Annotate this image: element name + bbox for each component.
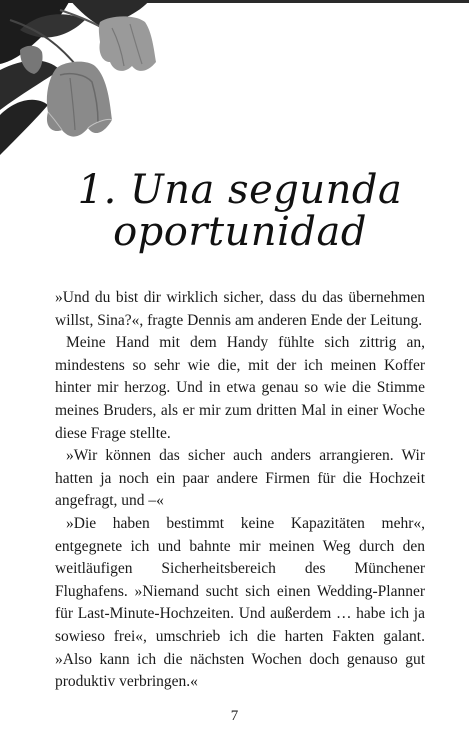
bellflower-illustration: [0, 0, 170, 160]
paragraph: »Und du bist dir wirklich sicher, dass du das übernehmen willst, Sina?«, fragte Dennis am anderen Ende der Leitung.: [55, 289, 425, 329]
page-number: 7: [230, 708, 239, 724]
paragraph: Meine Hand mit dem Handy fühlte sich zittrig an, mindestens so sehr wie die, mit der ich meinen Koffer hinter mir herzog. Und in etwa genau so wie die Stimme meines Bruders, als er mir zum dritten Mal in einer Woche diese Frage stellte.: [55, 334, 425, 442]
chapter-title-line-1: 1. Una segunda: [77, 167, 403, 213]
chapter-title-line-2: oportunidad: [113, 209, 367, 255]
chapter-body: [55, 287, 425, 694]
paragraph: »Wir können das sicher auch anders arrangieren. Wir hatten ja noch ein paar andere Firmen für die Hochzeit angefragt, und –«: [55, 447, 425, 510]
paragraph: »Die haben bestimmt keine Kapazitäten mehr«, entgegnete ich und bahnte mir meinen Weg durch den weitläufigen Sicherheitsbereich des Münchener Flughafens. »Niemand sucht sich einen Wedding-Planner für Last-Minute-Hochzeiten. Und außerdem … habe ich ja sowieso frei«, umschrieb ich die harten Fakten galant. »Also kann ich die nächsten Wochen doch genauso gut produktiv verbringen.«: [55, 514, 425, 691]
